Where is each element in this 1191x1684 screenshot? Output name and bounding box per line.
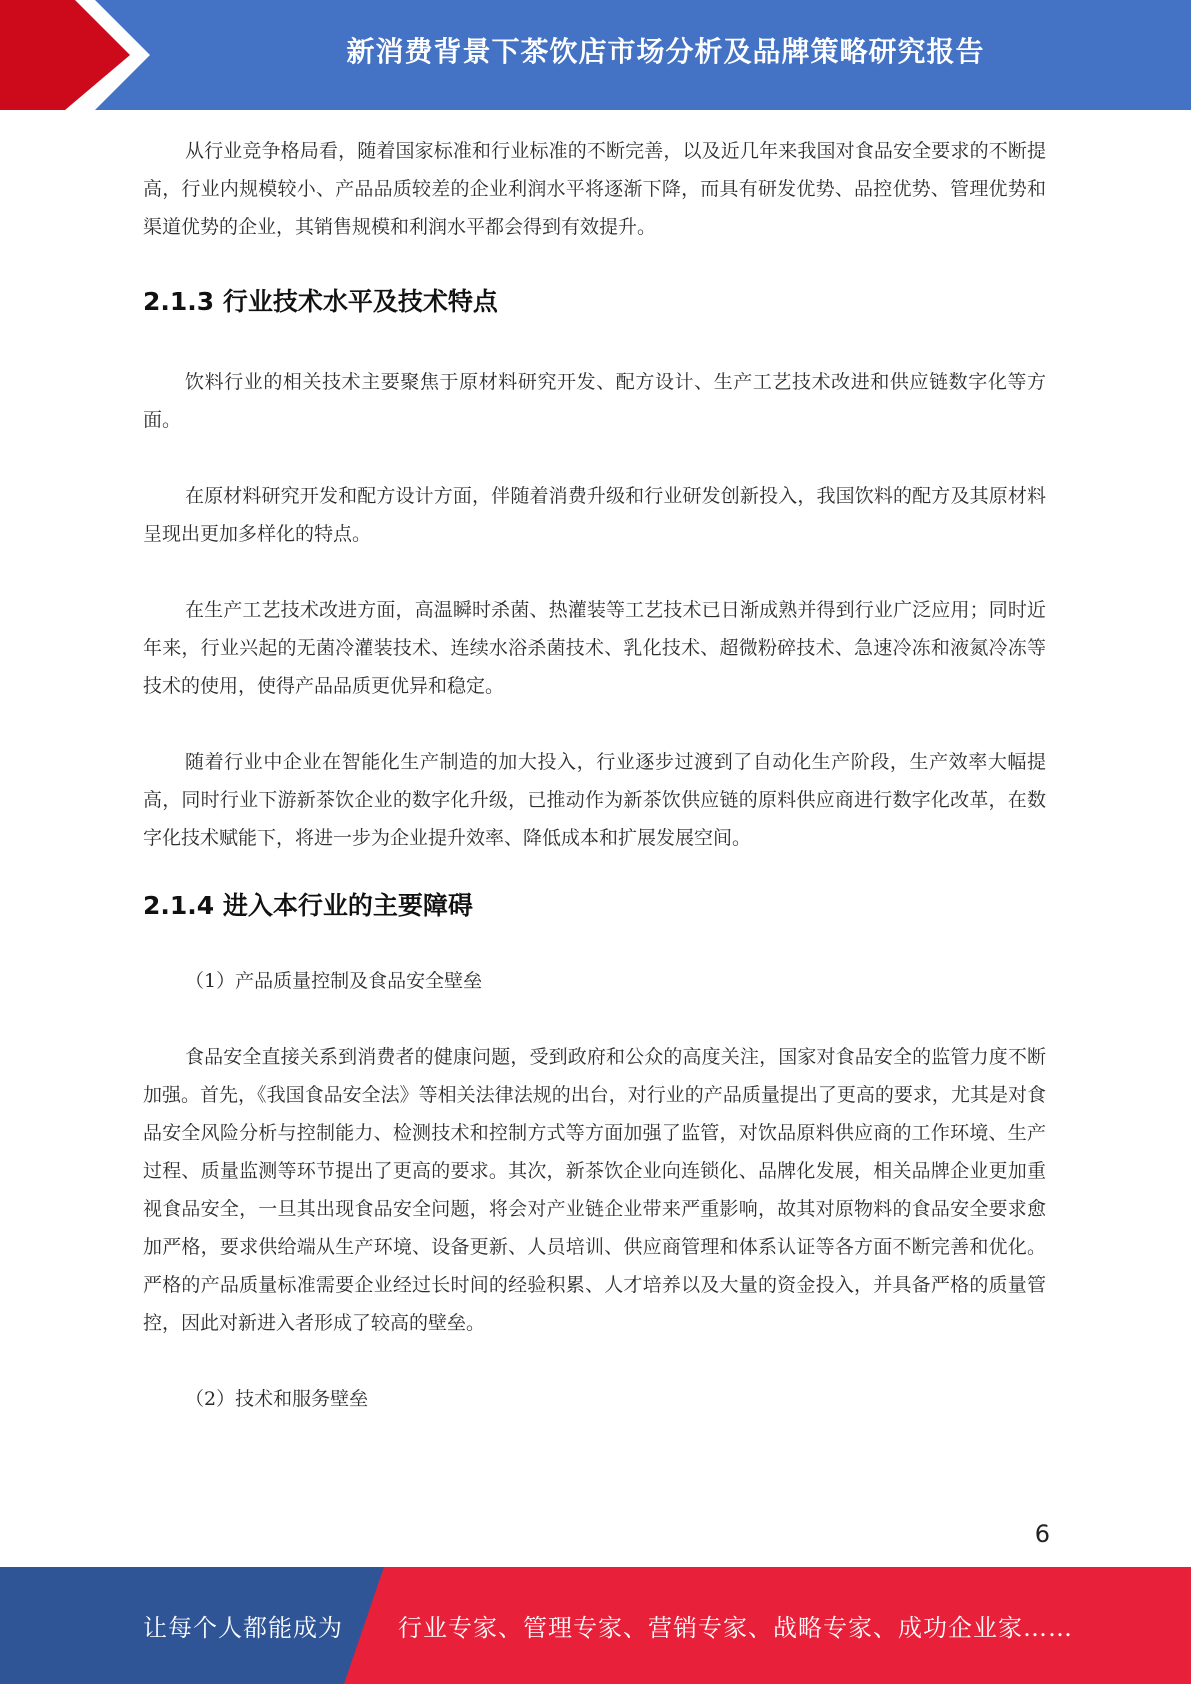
paragraph-tech-focus: 饮料行业的相关技术主要聚焦于原材料研究开发、配方设计、生产工艺技术改进和供应链数字化等方面。	[143, 371, 1046, 431]
page-header	[0, 0, 1191, 110]
subheading-tech-service-barrier: （2）技术和服务壁垒	[185, 1388, 369, 1410]
document-title: 新消费背景下茶饮店市场分析及品牌策略研究报告	[346, 35, 985, 68]
paragraph-food-safety: 食品安全直接关系到消费者的健康问题，受到政府和公众的高度关注，国家对食品安全的监管力度不断加强。首先，《我国食品安全法》等相关法律法规的出台，对行业的产品质量提出了更高的要求，尤其是对食品安全风险分析与控制能力、检测技术和控制方式等方面加强了监管，对饮品原料供应商的工作环境、生产过程、质量监测等环节提出了更高的要求。其次，新茶饮企业向连锁化、品牌化发展，相关品牌企业更加重视食品安全，一旦其出现食品安全问题，将会对产业链企业带来严重影响，故其对原物料的食品安全要求愈加严格，要求供给端从生产环境、设备更新、人员培训、供应商管理和体系认证等各方面不断完善和优化。严格的产品质量标准需要企业经过长时间的经验积累、人才培养以及大量的资金投入，并具备严格的质量管控，因此对新进入者形成了较高的壁垒。	[143, 1046, 1046, 1334]
paragraph-digitalization: 随着行业中企业在智能化生产制造的加大投入，行业逐步过渡到了自动化生产阶段，生产效率大幅提高，同时行业下游新茶饮企业的数字化升级，已推动作为新茶饮供应链的原料供应商进行数字化改革，在数字化技术赋能下，将进一步为企业提升效率、降低成本和扩展发展空间。	[143, 751, 1046, 849]
footer-slogan-left: 让每个人都能成为	[143, 1614, 343, 1642]
paragraph-materials: 在原材料研究开发和配方设计方面，伴随着消费升级和行业研发创新投入，我国饮料的配方及其原材料呈现出更加多样化的特点。	[143, 485, 1046, 545]
section-heading-2-1-4: 2.1.4 进入本行业的主要障碍	[143, 891, 473, 920]
page-content	[143, 132, 1046, 1418]
paragraph-competition: 从行业竞争格局看，随着国家标准和行业标准的不断完善，以及近几年来我国对食品安全要求的不断提高，行业内规模较小、产品品质较差的企业利润水平将逐渐下降，而具有研发优势、品控优势、管理优势和渠道优势的企业，其销售规模和利润水平都会得到有效提升。	[143, 140, 1046, 238]
footer-slogan-right: 行业专家、管理专家、营销专家、战略专家、成功企业家……	[398, 1614, 1073, 1642]
subheading-quality-barrier: （1）产品质量控制及食品安全壁垒	[185, 970, 483, 992]
section-heading-2-1-3: 2.1.3 行业技术水平及技术特点	[143, 287, 498, 316]
paragraph-process: 在生产工艺技术改进方面，高温瞬时杀菌、热灌装等工艺技术已日渐成熟并得到行业广泛应用；同时近年来，行业兴起的无菌冷灌装技术、连续水浴杀菌技术、乳化技术、超微粉碎技术、急速冷冻和液氮冷冻等技术的使用，使得产品品质更优异和稳定。	[143, 599, 1046, 697]
page-footer	[0, 1567, 1191, 1684]
page-number: 6	[1034, 1520, 1050, 1548]
